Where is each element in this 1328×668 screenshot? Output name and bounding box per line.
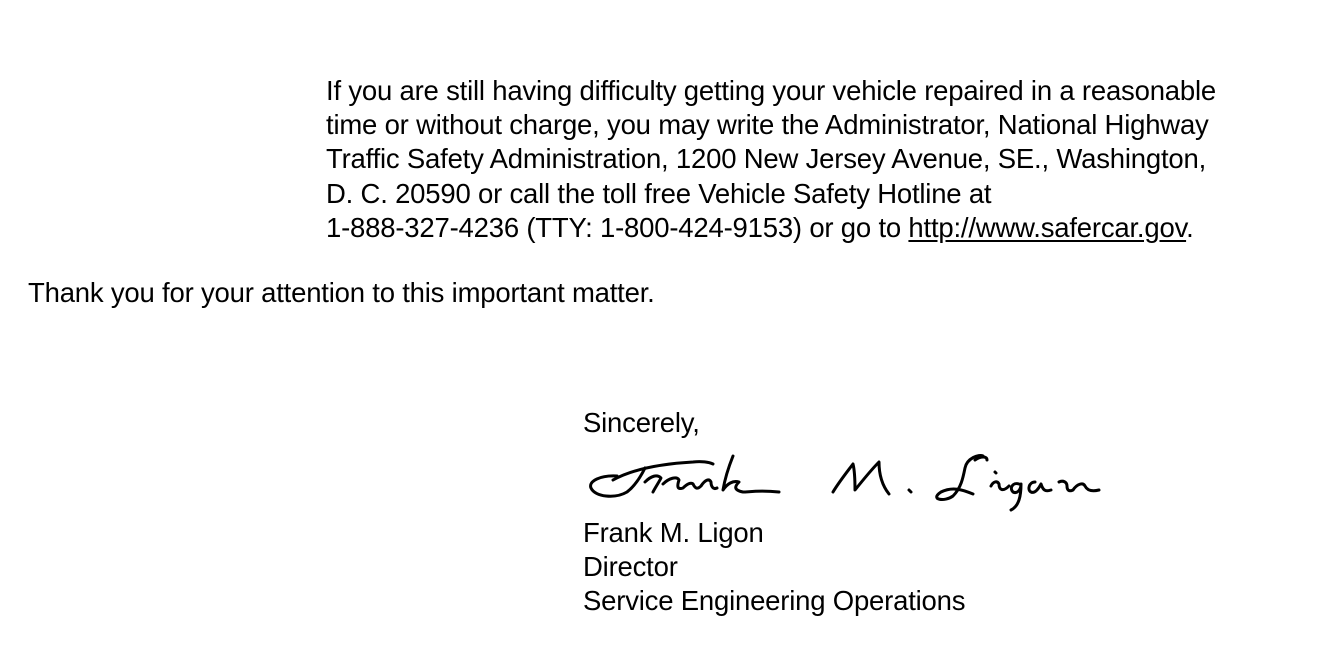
closing-salutation: Sincerely, <box>583 407 700 438</box>
signer-department: Service Engineering Operations <box>583 585 966 616</box>
paragraph-line-4: D. C. 20590 or call the toll free Vehicle Safety Hotline at <box>326 177 992 209</box>
signer-block <box>583 516 965 618</box>
signer-title: Director <box>583 551 678 582</box>
paragraph-line-1: If you are still having difficulty getting your vehicle repaired in a reasonable <box>326 75 1216 106</box>
safercar-link[interactable]: http://www.safercar.gov <box>908 211 1187 243</box>
paragraph-line-3: Traffic Safety Administration, 1200 New Jersey Avenue, SE., Washington, <box>326 143 1207 175</box>
letter-paragraph <box>326 74 1316 245</box>
paragraph-line-2: time or without charge, you may write the Administrator, National Highway <box>326 109 1209 141</box>
paragraph-line-5-prefix: 1-888-327-4236 (TTY: 1-800-424-9153) or go to <box>326 211 909 243</box>
thank-you-line: Thank you for your attention to this important matter. <box>28 277 655 308</box>
signer-name: Frank M. Ligon <box>583 517 764 548</box>
paragraph-line-5-suffix: . <box>1186 211 1194 243</box>
paragraph-line-5 <box>326 211 1316 245</box>
handwritten-signature <box>583 442 1113 516</box>
